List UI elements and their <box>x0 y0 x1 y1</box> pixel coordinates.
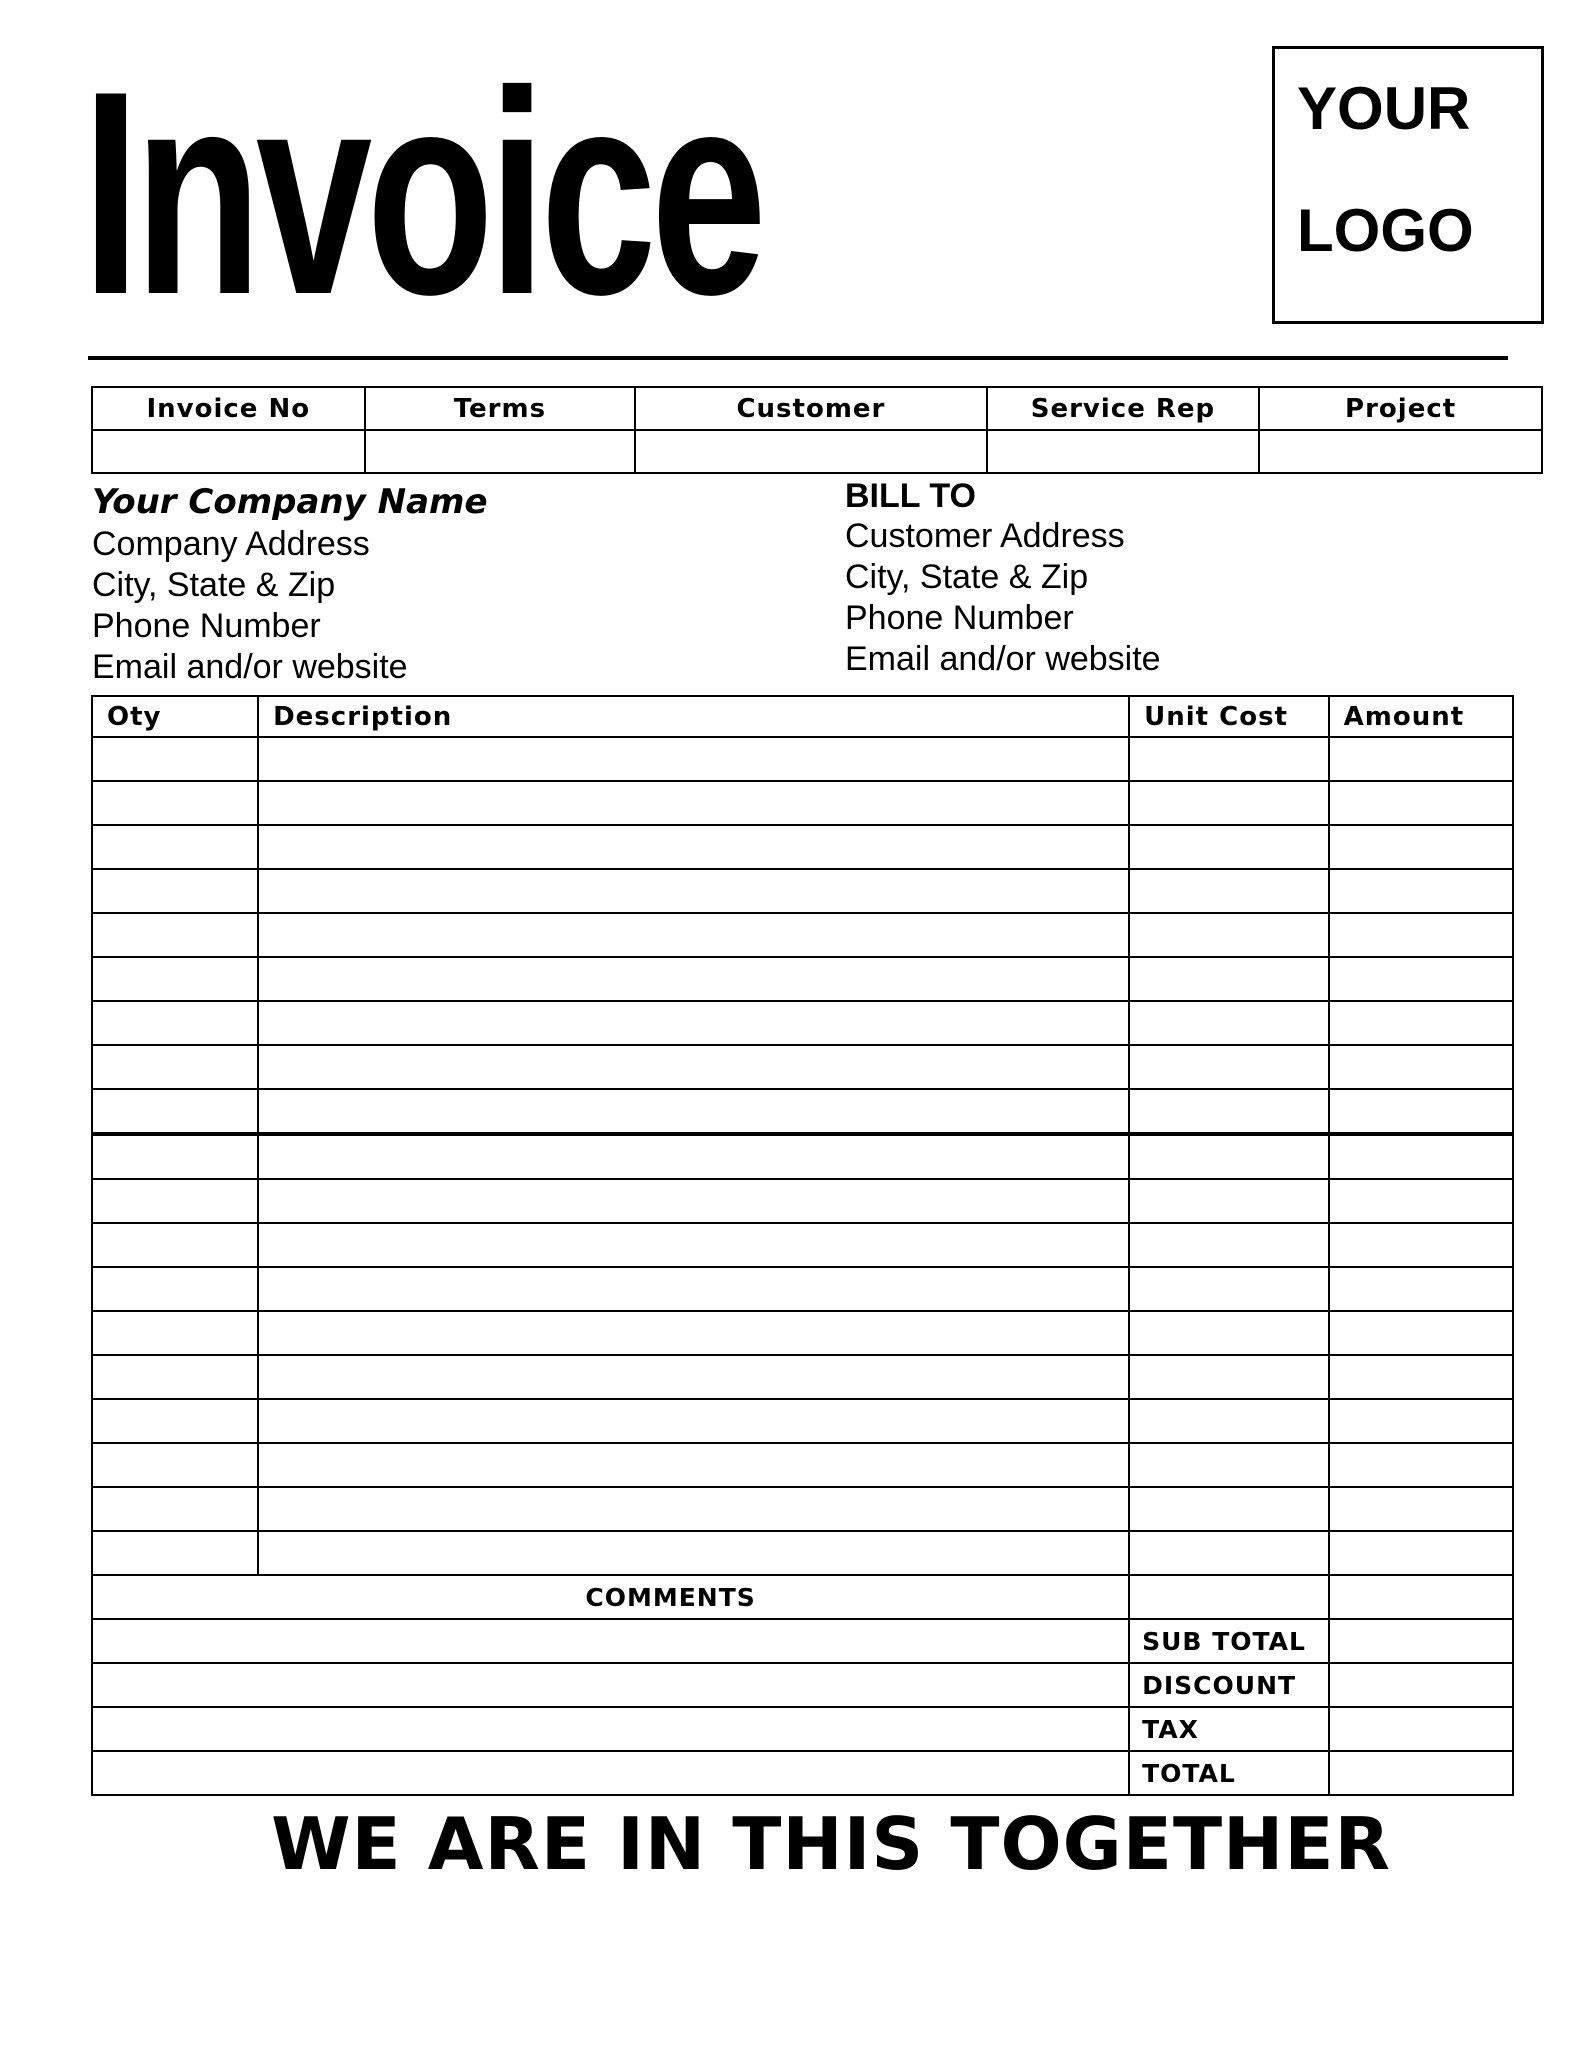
table-row <box>92 1443 1513 1487</box>
table-row <box>92 1223 1513 1267</box>
description-header: Description <box>258 696 1129 737</box>
table-row <box>92 1179 1513 1223</box>
unit-cost-cell[interactable] <box>1129 1267 1329 1311</box>
unit-cost-cell[interactable] <box>1129 913 1329 957</box>
amount-cell[interactable] <box>1329 913 1513 957</box>
table-row <box>92 1355 1513 1399</box>
header-divider <box>88 356 1508 360</box>
amount-cell[interactable] <box>1329 1223 1513 1267</box>
amount-cell[interactable] <box>1329 1487 1513 1531</box>
description-cell[interactable] <box>258 957 1129 1001</box>
description-cell[interactable] <box>258 1267 1129 1311</box>
terms-field[interactable] <box>365 430 636 473</box>
qty-cell[interactable] <box>92 1179 258 1223</box>
unit-cost-cell[interactable] <box>1129 1355 1329 1399</box>
invoice-title: Invoice <box>82 31 762 355</box>
project-field[interactable] <box>1259 430 1542 473</box>
description-cell[interactable] <box>258 1355 1129 1399</box>
unit-cost-cell[interactable] <box>1129 1311 1329 1355</box>
description-cell[interactable] <box>258 1089 1129 1134</box>
unit-cost-cell[interactable] <box>1129 1045 1329 1089</box>
qty-cell[interactable] <box>92 957 258 1001</box>
customer-field[interactable] <box>635 430 986 473</box>
unit-cost-cell[interactable] <box>1129 1134 1329 1179</box>
customer-city-state-zip: City, State & Zip <box>845 558 1089 596</box>
line-items-body <box>92 737 1513 1575</box>
qty-cell[interactable] <box>92 913 258 957</box>
amount-cell[interactable] <box>1329 1045 1513 1089</box>
table-row <box>92 825 1513 869</box>
qty-cell[interactable] <box>92 1267 258 1311</box>
amount-cell[interactable] <box>1329 1267 1513 1311</box>
customer-header: Customer <box>635 387 986 430</box>
table-row <box>92 1311 1513 1355</box>
description-cell[interactable] <box>258 1399 1129 1443</box>
table-row <box>92 1531 1513 1575</box>
amount-cell[interactable] <box>1329 1531 1513 1575</box>
logo-line-1: YOUR <box>1297 75 1471 142</box>
comments-line[interactable] <box>92 1619 1129 1663</box>
customer-phone: Phone Number <box>845 599 1074 637</box>
amount-cell[interactable] <box>1329 1355 1513 1399</box>
company-email-website: Email and/or website <box>92 648 408 686</box>
amount-cell[interactable] <box>1329 1179 1513 1223</box>
table-row <box>92 1045 1513 1089</box>
description-cell[interactable] <box>258 825 1129 869</box>
discount-label: DISCOUNT <box>1129 1663 1329 1707</box>
qty-cell[interactable] <box>92 869 258 913</box>
qty-header: Oty <box>92 696 258 737</box>
amount-cell[interactable] <box>1329 1134 1513 1179</box>
amount-cell[interactable] <box>1329 737 1513 781</box>
qty-cell[interactable] <box>92 1355 258 1399</box>
unit-cost-cell[interactable] <box>1129 869 1329 913</box>
amount-cell[interactable] <box>1329 869 1513 913</box>
total-label: TOTAL <box>1129 1751 1329 1795</box>
qty-cell[interactable] <box>92 1045 258 1089</box>
comments-line[interactable] <box>92 1663 1129 1707</box>
company-phone: Phone Number <box>92 607 321 645</box>
unit-cost-cell[interactable] <box>1129 1399 1329 1443</box>
description-cell[interactable] <box>258 1531 1129 1575</box>
qty-cell[interactable] <box>92 1443 258 1487</box>
unit-cost-cell[interactable] <box>1129 1223 1329 1267</box>
amount-header: Amount <box>1329 696 1513 737</box>
unit-cost-cell[interactable] <box>1129 1179 1329 1223</box>
description-cell[interactable] <box>258 913 1129 957</box>
amount-cell[interactable] <box>1329 957 1513 1001</box>
terms-header: Terms <box>365 387 636 430</box>
qty-cell[interactable] <box>92 1089 258 1134</box>
qty-cell[interactable] <box>92 781 258 825</box>
sub-total-label: SUB TOTAL <box>1129 1619 1329 1663</box>
table-row <box>92 869 1513 913</box>
qty-cell[interactable] <box>92 1311 258 1355</box>
customer-email-website: Email and/or website <box>845 640 1161 678</box>
line-items-table <box>91 695 1514 1796</box>
logo-placeholder <box>1272 46 1544 324</box>
amount-cell[interactable] <box>1329 1001 1513 1045</box>
bill-to-title: BILL TO <box>845 477 976 515</box>
comments-spacer-cell <box>1129 1575 1329 1619</box>
unit-cost-cell[interactable] <box>1129 1443 1329 1487</box>
description-cell[interactable] <box>258 869 1129 913</box>
qty-cell[interactable] <box>92 825 258 869</box>
amount-cell[interactable] <box>1329 1399 1513 1443</box>
table-row <box>92 737 1513 781</box>
company-address: Company Address <box>92 525 370 563</box>
service-rep-header: Service Rep <box>987 387 1260 430</box>
table-row <box>92 1487 1513 1531</box>
table-row <box>92 1001 1513 1045</box>
qty-cell[interactable] <box>92 1001 258 1045</box>
description-cell[interactable] <box>258 1223 1129 1267</box>
invoice-info-table <box>91 386 1543 474</box>
description-cell[interactable] <box>258 1443 1129 1487</box>
total-value[interactable] <box>1329 1751 1513 1795</box>
unit-cost-cell[interactable] <box>1129 957 1329 1001</box>
description-cell[interactable] <box>258 1045 1129 1089</box>
unit-cost-cell[interactable] <box>1129 825 1329 869</box>
table-row <box>92 913 1513 957</box>
qty-cell[interactable] <box>92 1399 258 1443</box>
description-cell[interactable] <box>258 737 1129 781</box>
comments-spacer-amount <box>1329 1575 1513 1619</box>
project-header: Project <box>1259 387 1542 430</box>
bill-to-block <box>845 476 1505 680</box>
unit-cost-cell[interactable] <box>1129 1487 1329 1531</box>
description-cell[interactable] <box>258 1311 1129 1355</box>
description-cell[interactable] <box>258 1487 1129 1531</box>
footer-slogan: WE ARE IN THIS TOGETHER <box>271 1802 1391 1886</box>
logo-line-2: LOGO <box>1297 197 1474 264</box>
invoice-no-header: Invoice No <box>92 387 365 430</box>
qty-cell[interactable] <box>92 1531 258 1575</box>
table-row <box>92 1399 1513 1443</box>
unit-cost-cell[interactable] <box>1129 1531 1329 1575</box>
unit-cost-cell[interactable] <box>1129 781 1329 825</box>
company-block <box>92 480 812 688</box>
comments-line[interactable] <box>92 1751 1129 1795</box>
unit-cost-cell[interactable] <box>1129 1089 1329 1134</box>
amount-cell[interactable] <box>1329 781 1513 825</box>
discount-value[interactable] <box>1329 1663 1513 1707</box>
description-cell[interactable] <box>258 1001 1129 1045</box>
comments-label: COMMENTS <box>92 1575 1129 1619</box>
amount-cell[interactable] <box>1329 825 1513 869</box>
table-row <box>92 781 1513 825</box>
qty-cell[interactable] <box>92 1487 258 1531</box>
amount-cell[interactable] <box>1329 1443 1513 1487</box>
tax-value[interactable] <box>1329 1707 1513 1751</box>
amount-cell[interactable] <box>1329 1311 1513 1355</box>
unit-cost-cell[interactable] <box>1129 1001 1329 1045</box>
customer-address: Customer Address <box>845 517 1125 555</box>
table-row <box>92 957 1513 1001</box>
comments-line[interactable] <box>92 1707 1129 1751</box>
description-cell[interactable] <box>258 1134 1129 1179</box>
qty-cell[interactable] <box>92 737 258 781</box>
unit-cost-header: Unit Cost <box>1129 696 1329 737</box>
description-cell[interactable] <box>258 781 1129 825</box>
unit-cost-cell[interactable] <box>1129 737 1329 781</box>
sub-total-value[interactable] <box>1329 1619 1513 1663</box>
table-row <box>92 1134 1513 1179</box>
company-city-state-zip: City, State & Zip <box>92 566 336 604</box>
company-name: Your Company Name <box>92 482 488 522</box>
qty-cell[interactable] <box>92 1134 258 1179</box>
tax-label: TAX <box>1129 1707 1329 1751</box>
qty-cell[interactable] <box>92 1223 258 1267</box>
invoice-no-field[interactable] <box>92 430 365 473</box>
table-row <box>92 1089 1513 1134</box>
table-row <box>92 1267 1513 1311</box>
service-rep-field[interactable] <box>987 430 1260 473</box>
amount-cell[interactable] <box>1329 1089 1513 1134</box>
description-cell[interactable] <box>258 1179 1129 1223</box>
